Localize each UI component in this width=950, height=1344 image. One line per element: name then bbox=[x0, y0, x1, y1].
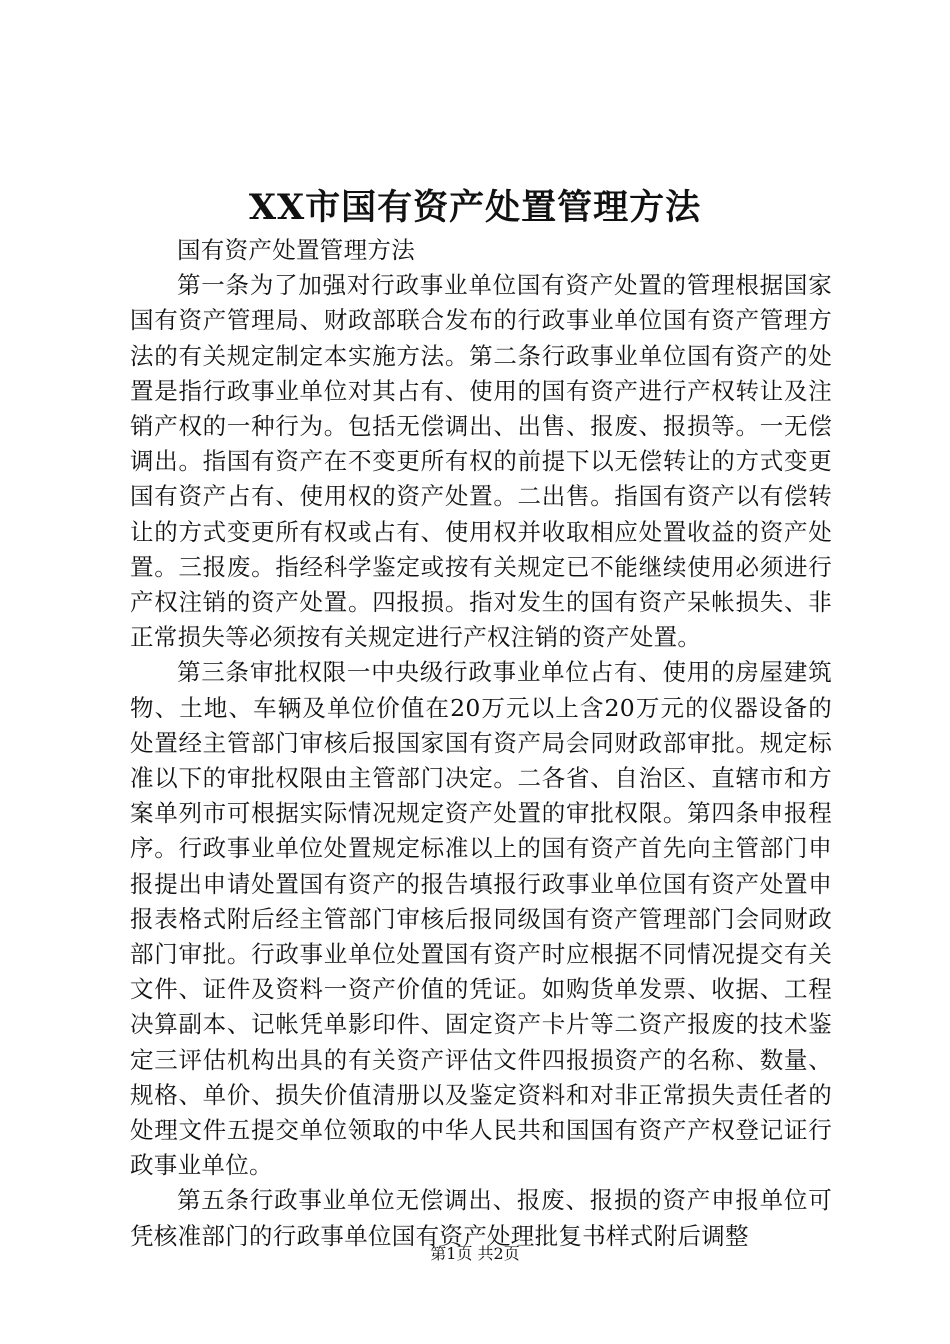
paragraph-article-3-4: 第三条审批权限一中央级行政事业单位占有、使用的房屋建筑物、土地、车辆及单位价值在20万元以上含20万元的仪器设备的处置经主管部门审核后报国家国有资产局会同财政部审批。规定标准以下的审批权限由主管部门决定。二各省、自治区、直辖市和方案单列市可根据实际情况规定资产处置的审批权限。第四条申报程序。行政事业单位处置规定标准以上的国有资产首先向主管部门申报提出申请处置国有资产的报告填报行政事业单位国有资产处置申报表格式附后经主管部门审核后报同级国有资产管理部门会同财政部门审批。行政事业单位处置国有资产时应根据不同情况提交有关文件、证件及资料一资产价值的凭证。如购货单发票、收据、工程决算副本、记帐凭单影印件、固定资产卡片等二资产报废的技术鉴定三评估机构出具的有关资产评估文件四报损资产的名称、数量、规格、单价、损失价值清册以及鉴定资料和对非正常损失责任者的处理文件五提交单位领取的中华人民共和国国有资产产权登记证行政事业单位。 bbox=[130, 658, 832, 1180]
paragraph-subtitle: 国有资产处置管理方法 bbox=[177, 236, 415, 264]
document-body bbox=[130, 233, 832, 1254]
paragraph-article-5: 第五条行政事业单位无偿调出、报废、报损的资产申报单位可凭核准部门的行政事单位国有资产处理批复书样式附后调整 bbox=[130, 1186, 832, 1250]
paragraph-article-1-2: 第一条为了加强对行政事业单位国有资产处置的管理根据国家国有资产管理局、财政部联合发布的行政事业单位国有资产管理方法的有关规定制定本实施方法。第二条行政事业单位国有资产的处置是指行政事业单位对其占有、使用的国有资产进行产权转让及注销产权的一种行为。包括无偿调出、出售、报废、报损等。一无偿调出。指国有资产在不变更所有权的前提下以无偿转让的方式变更国有资产占有、使用权的资产处置。二出售。指国有资产以有偿转让的方式变更所有权或占有、使用权并收取相应处置收益的资产处置。三报废。指经科学鉴定或按有关规定已不能继续使用必须进行产权注销的资产处置。四报损。指对发生的国有资产呆帐损失、非正常损失等必须按有关规定进行产权注销的资产处置。 bbox=[130, 271, 832, 652]
document-title: XX市国有资产处置管理方法 bbox=[248, 187, 702, 228]
page-number-footer: 第1页 共2页 bbox=[430, 1244, 520, 1263]
